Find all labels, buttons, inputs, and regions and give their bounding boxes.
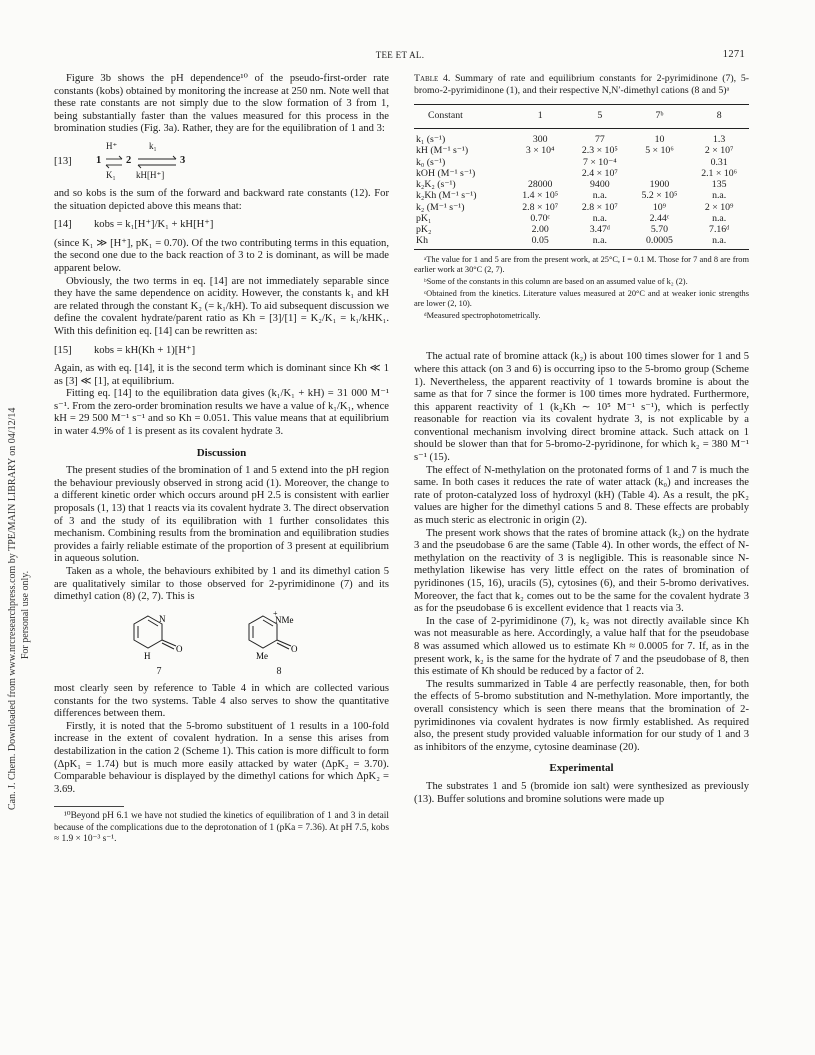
table-cell: 1900 [649,179,670,191]
table-cell: 5.70 [650,223,669,235]
footnote: ¹⁰Beyond pH 6.1 we have not studied the kinetics of equilibration of 1 and 3 in detail because of the complications due to the deprotonation of 1 (pKa = 7.36). At pH 7.5, kobs ≈ 1.9 × 10⁻³ s⁻¹. [54,811,389,844]
paragraph: The present work shows that the rates of bromine attack (k₂) on the hydrate 3 and the pseudobase 6 are the same (Table 4). In other words, the effect of N-methylation on the reactivity of 3 is negligible. This is reasonable since N-methylation likewise has very little effect on the rates of bromination of pyridinones (15, 16), uracils (5), cytosines (6), and their 5-bromo derivatives. Moreover, the fact that k₂ comes out to be the same for the covalent hydrate 3 as for the pseudobase 6 is excellent evidence that 1 reacts via 3. [414,527,749,615]
table-cell: kH (M⁻¹ s⁻¹) [416,145,469,157]
equation-number: [15] [54,344,72,356]
svg-text:O: O [176,643,183,654]
paragraph: The substrates 1 and 5 (bromide ion salt) were synthesized as previously (13). Buffer solutions and bromine solutions were made up [414,780,749,805]
table-note: ᵈMeasured spectrophotometrically. [424,311,541,321]
paragraph: Fitting eq. [14] to the equilibration data gives (k₁/K₁ + kH) = 31 000 M⁻¹ s⁻¹. From the zero-order bromination results we have a value of k₁/K₁, whence kH = 29 500 M⁻¹ s⁻¹ and so Kh = 0.051. This value means that at equilibrium in water 4.9% of 1 is present as its covalent hydrate 3. [54,388,389,438]
paragraph: (since K₁ ≫ [H⁺], pK₁ = 0.70). Of the two contributing terms in this equation, the second one due to the back reaction of 3 to 2 is dominant, as will be made apparent below. [54,237,389,274]
section-heading-discussion: Discussion [196,446,247,459]
pyrimidinium-ring-drawing [239,610,319,662]
column-header: 1 [537,110,543,122]
table-cell: n.a. [592,190,607,202]
table-cell: 0.31 [710,156,728,168]
column-header: Constant [428,110,463,122]
table-cell: 2.8 × 10⁷ [522,201,559,213]
pyrimidinone-ring-drawing [124,610,194,662]
table-note: ᶜObtained from the kinetics. Literature values measured at 20°C and at weaker ionic strengths are lower (2, 10). [414,289,749,309]
download-watermark [6,250,38,810]
chemical-structures [102,610,342,679]
table-row [414,179,749,190]
paragraph: Obviously, the two terms in eq. [14] are not immediately separable since they have the same dependence on acidity. However, the constants k₁ and kH are related through the constant K₂ (= k₁/kH). To aid subsequent discussion we define the covalent hydrate/parent ratio as Kh = [3]/[1] = K₂/K₁ = k₁/kHK₁. With this definition eq. [14] can be rewritten as: [54,275,389,337]
page-number: 1271 [722,49,745,60]
table-cell: 28000 [527,179,553,191]
column-header: 5 [597,110,603,122]
table-cell [630,168,690,179]
equation-number: [14] [54,219,72,231]
table-row [414,157,749,168]
table-row [414,235,749,250]
table-cell: 2.1 × 10⁶ [701,167,738,179]
arrow-label-top: H⁺ [106,140,118,151]
table-cell: n.a. [712,212,727,224]
equation-15 [54,345,389,358]
species-3: 3 [180,154,186,166]
right-column [414,73,749,806]
rate-label-top: k₁ [149,140,157,151]
table-cell: k₀ (s⁻¹) [416,156,446,168]
table-cell [510,168,570,179]
table-cell: 2.44ᶜ [649,212,670,224]
paragraph: The effect of N-methylation on the protonated forms of 1 and 7 is much the same. In both cases it reduces the rate of water attack (k₀) and increases the rate of proton-catalyzed loss of hydroxyl (kH) (Table 4). As a result, the pK₂ values are higher for the dimethyl cations 5 and 8. These effects are probably as much steric as electronic in origin (2). [414,464,749,527]
paragraph: The results summarized in Table 4 are perfectly reasonable, then, for both the effects of 5-bromo substitution and N-methylation. More importantly, the overall consistency which is seen there means that the bromination of 2-pyrimidinones via covalent hydrates is now firmly established. As required also, the present study provided valuable information for our study of 1 and 3 as inhibitors of the enzyme, cytosine deaminase (20). [414,678,749,753]
table-cell: 135 [711,179,727,191]
structure-7 [124,610,194,679]
column-header: 7ᵇ [655,110,664,122]
table-cell: n.a. [592,212,607,224]
table-cell: pK₂ [416,223,432,235]
footnote-rule [54,806,124,807]
watermark-line-1: Can. J. Chem. Downloaded from www.nrcresearchpress.com by TPE/MAIN LIBRARY on 04/12/14 [7,407,18,810]
structure-label: 8 [276,666,282,678]
table-label: Table 4. [414,73,451,84]
column-header: 8 [716,110,722,122]
table-cell: n.a. [712,190,727,202]
watermark-line-2: For personal use only. [20,570,31,660]
table-cell: k₁ (s⁻¹) [416,134,446,146]
equilibrium-arrows [104,154,184,172]
table-cell: k₂ (M⁻¹ s⁻¹) [416,201,465,213]
running-header [55,50,745,60]
table-cell: kOH (M⁻¹ s⁻¹) [416,167,476,179]
table-cell: pK₁ [416,212,432,224]
paragraph: Taken as a whole, the behaviours exhibited by 1 and its dimethyl cation 5 are qualitatively similar to those observed for 2-pyrimidinone (7) and its dimethyl cation (8) (2, 7). This is [54,566,389,603]
table-cell: 3.47ᵈ [589,223,610,235]
table-cell: k₂Kh (M⁻¹ s⁻¹) [416,190,477,202]
paragraph: Figure 3b shows the pH dependence¹⁰ of the pseudo-first-order rate constants (kobs) obtained by monitoring the increase at 250 nm. Note well that these rate constants are not simply due to the slow formation of 3 from 1, being substantially faster than the values measured for this process in the bromination studies (Fig. 3a). Rather, they are for the equilibration of 1 and 3: [54,73,389,135]
table-cell: 2 × 10⁷ [704,145,734,157]
table-row [414,145,749,156]
table-caption [414,73,749,96]
table-row [414,213,749,224]
svg-text:+: + [273,609,278,618]
table-cell: n.a. [712,235,727,247]
table-row [414,168,749,179]
table-note: ᵇSome of the constants in this column are based on an assumed value of k₂ (2). [424,277,688,287]
table-cell: 3 × 10⁴ [525,145,555,157]
paragraph: The actual rate of bromine attack (k₂) is about 100 times slower for 1 and 5 where this attack (on 3 and 6) is occurring ipso to the 5-bromo group (Scheme 1). Nevertheless, the apparent reactivity of 1 towards bromine is about the same as that for 7 since the former is 100 times more hydrated. Furthermore, this apparent reactivity of 1 (k₂Kh ∼ 10⁵ M⁻¹ s⁻¹), which is perfectly reasonable for reaction via its covalent hydrate 3, is not explicable by a conventional mechanism involving direct bromine attack. Such attack on 1 should be slower than that for 5-bromo-2-pyridinone, for which k₂ = 380 M⁻¹ s⁻¹ (15). [414,351,749,464]
equation-14 [54,219,389,232]
table-cell: 0.05 [531,235,549,247]
table-cell: n.a. [592,235,607,247]
table-cell: 5.2 × 10⁵ [641,190,678,202]
paragraph: In the case of 2-pyrimidinone (7), k₂ was not directly available since Kh was not measurable as here. Accordingly, a value half that for the pseudobase 8 was assumed which allowed us to estimate Kh ≈ 0.0005 for 7. If, as in the present work, k₂ is the same for the hydrate of 7 and the pseudobase of 8, then this estimate of Kh should be reduced by a factor of 2. [414,615,749,678]
svg-text:N: N [159,613,166,624]
table-cell: 1.4 × 10⁵ [522,190,559,202]
table-caption-text: Summary of rate and equilibrium constants for 2-pyrimidinone (7), 5-bromo-2-pyrimidinone (1), and their respective N,N′-dimethyl cations (8 and 5)ᵃ [414,73,749,96]
constants-table [414,104,749,250]
svg-text:H: H [144,650,151,661]
structure-8 [239,610,319,679]
svg-text:NMe: NMe [275,614,294,625]
table-cell: 2.8 × 10⁷ [581,201,618,213]
species-1: 1 [96,154,102,166]
table-cell: 0.0005 [646,235,673,247]
paragraph: Again, as with eq. [14], it is the second term which is dominant since Kh ≪ 1 as [3] ≪ [1], at equilibrium. [54,363,389,387]
table-cell: 5 × 10⁶ [645,145,674,157]
equation-expression: kobs = k₁[H⁺]/K₁ + kH[H⁺] [94,219,214,231]
rate-label-bottom: kH[H⁺] [136,169,165,180]
paragraph: and so kobs is the sum of the forward and backward rate constants (12). For the situation depicted above this means that: [54,187,389,212]
structure-label: 7 [156,666,162,678]
equation-expression: kobs = kH(Kh + 1)[H⁺] [94,344,196,356]
left-column [54,73,389,845]
table-cell: 10⁹ [652,201,667,213]
table-note: ᵃThe value for 1 and 5 are from the present work, at 25°C, I = 0.1 M. Those for 7 and 8 are from earlier work at 30°C (2, 7). [414,255,749,275]
arrow-label-bottom: K₁ [106,169,116,180]
table-cell: 7 × 10⁻⁴ [582,156,617,168]
running-head: TEE ET AL. [375,50,425,60]
section-heading-experimental: Experimental [549,762,614,775]
table-row [414,190,749,201]
table-cell [510,157,570,168]
table-cell: 2.4 × 10⁷ [581,167,618,179]
table-cell: 2 × 10⁹ [704,201,734,213]
table-cell: 2.00 [531,223,549,235]
paragraph: Firstly, it is noted that the 5-bromo substituent of 1 results in a 100-fold increase in the extent of covalent hydration. In a sense this arises from destabilization in the cation 2 (Scheme 1). This cation is more difficult to form (ΔpK₁ = 1.74) but is much more easily attacked by water (ΔpK₂ = 3.70). Comparable behaviour is displayed by the dimethyl cations for which ΔpK₂ = 3.69. [54,720,389,795]
svg-text:O: O [291,643,298,654]
table-row [414,202,749,213]
table-row [414,224,749,235]
table-cell: 10 [654,134,665,146]
paragraph: The present studies of the bromination of 1 and 5 extend into the pH region the behaviour previously observed in strong acid (1). Moreover, the change to a different kinetic order which occurs around pH 2.5 is consistent with earlier proposals (1, 13) that 1 reacts via its covalent hydrate 3. The direct observation of 3 and the study of its equilibration with 1 further consolidates this mechanism. Combining results from the bromination and equilibration studies provides a fairly reliable estimate of the proportion of 3 present at equilibrium in aqueous solution. [54,465,389,565]
table-header-row [414,105,749,129]
paragraph: most clearly seen by reference to Table 4 in which are collected various constants for the two systems. Table 4 also serves to show the quantitative differences between them. [54,682,389,720]
table-cell: 77 [594,134,605,146]
equilibrium-scheme [94,138,244,186]
table-cell: 300 [532,134,548,146]
equation-13 [54,138,389,186]
table-cell: 0.70ᶜ [530,212,551,224]
table-cell: 1.3 [713,134,726,146]
species-2: 2 [126,154,132,166]
table-cell [630,157,690,168]
table-cell: 2.3 × 10⁵ [581,145,618,157]
svg-text:Me: Me [256,650,268,661]
table-cell: 9400 [590,179,610,191]
table-notes [414,255,749,321]
table-cell: Kh [416,235,428,247]
table-cell: k₂K₂ (s⁻¹) [416,179,456,191]
equation-number: [13] [54,155,72,167]
table-cell: 7.16ᵈ [709,223,730,235]
table-row [414,134,749,145]
